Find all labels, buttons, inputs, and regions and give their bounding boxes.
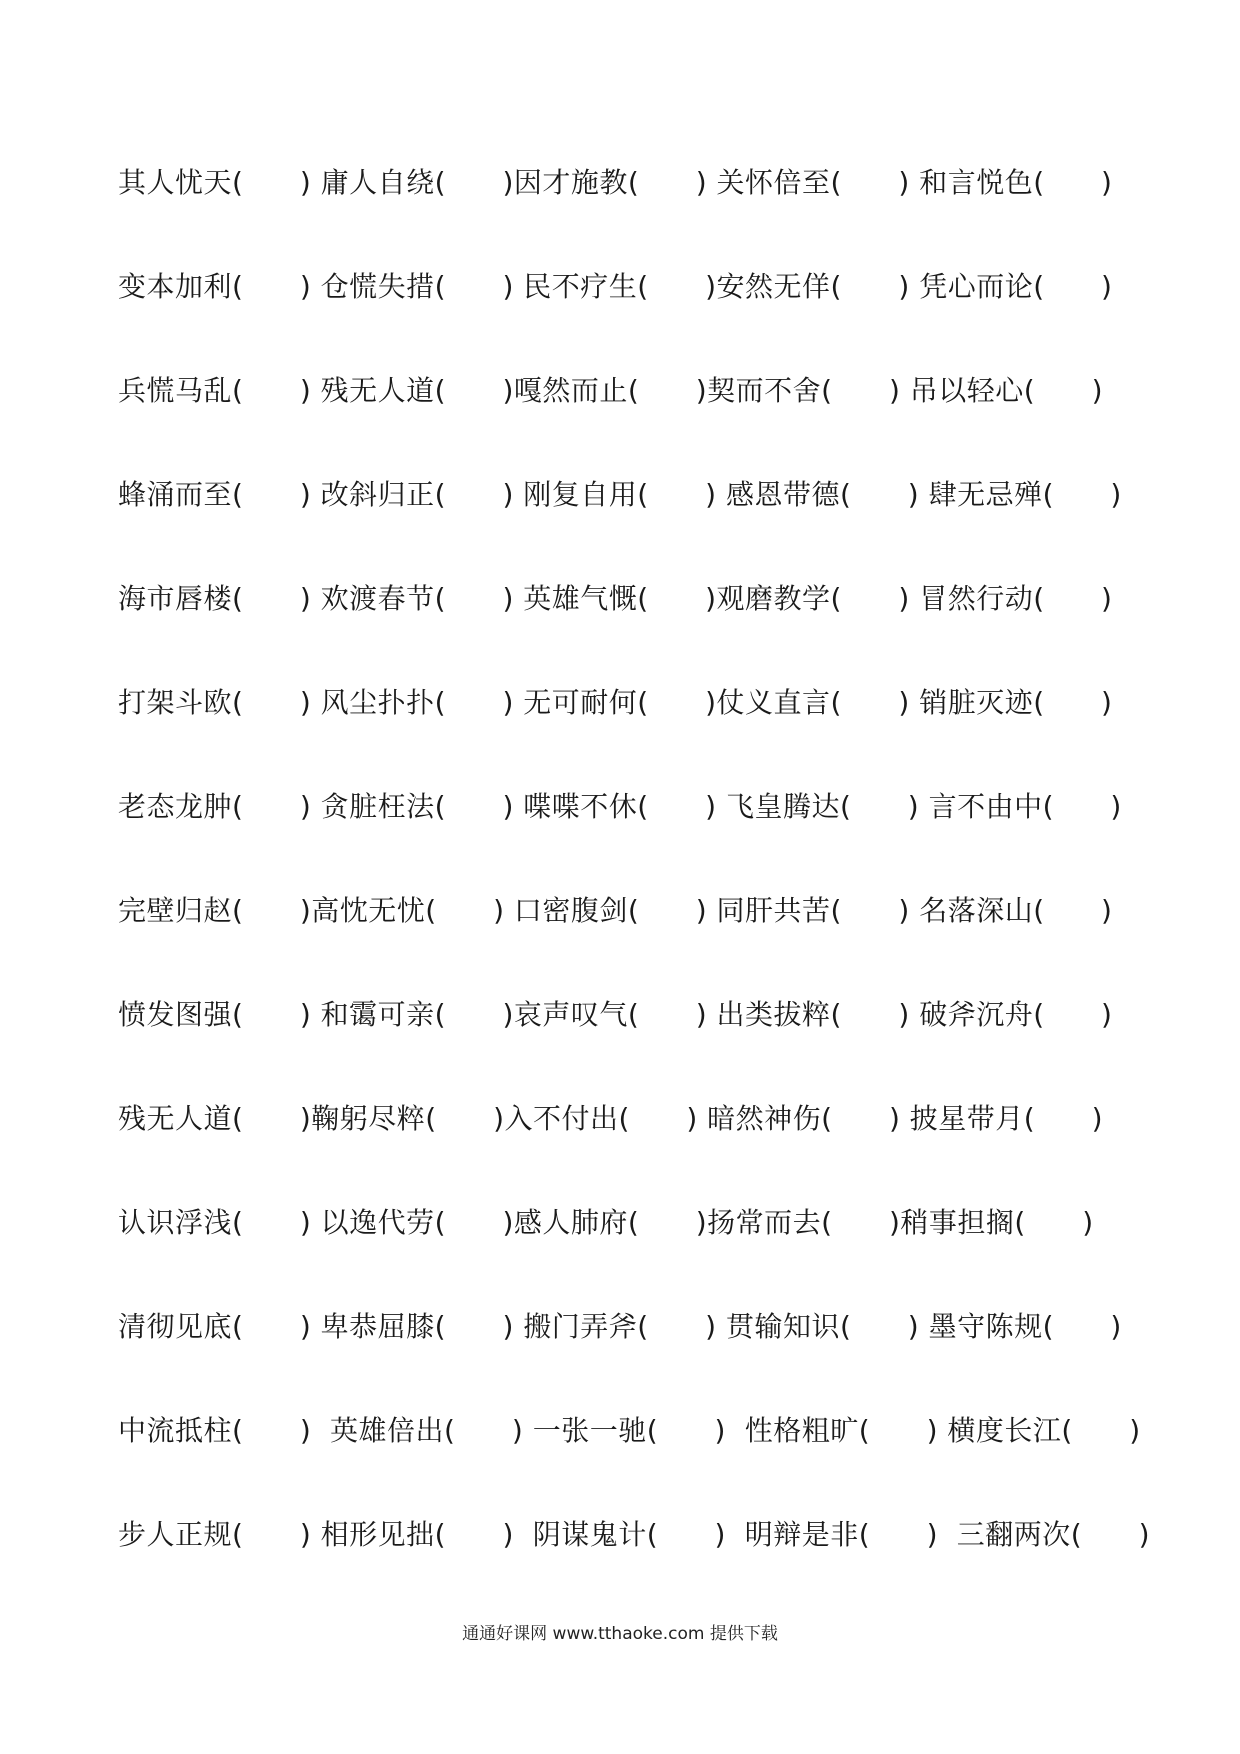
exercise-line-14: 步人正规( ) 相形见拙( ) 阴谋鬼计( ) 明辩是非( ) 三翻两次( ) (118, 1518, 1151, 1551)
exercise-line-13: 中流抵柱( ) 英雄倍出( ) 一张一驰( ) 性格粗旷( ) 横度长江( ) (118, 1414, 1141, 1447)
exercise-line-12: 清彻见底( ) 卑恭屈膝( ) 搬门弄斧( ) 贯输知识( ) 墨守陈规( ) (118, 1310, 1122, 1343)
exercise-line-11: 认识浮浅( ) 以逸代劳( )感人肺府( )扬常而去( )稍事担搁( ) (118, 1206, 1094, 1239)
exercise-line-1: 其人忧天( ) 庸人自绕( )因才施教( ) 关怀倍至( ) 和言悦色( ) (118, 166, 1113, 199)
exercise-line-2: 变本加利( ) 仓慌失措( ) 民不疗生( )安然无佯( ) 凭心而论( ) (118, 270, 1113, 303)
page-footer: 通通好课网 www.tthaoke.com 提供下载 (462, 1624, 778, 1644)
exercise-line-3: 兵慌马乱( ) 残无人道( )嘎然而止( )契而不舍( ) 吊以轻心( ) (118, 374, 1104, 407)
exercise-line-4: 蜂涌而至( ) 改斜归正( ) 刚复自用( ) 感恩带德( ) 肆无忌殚( ) (118, 478, 1122, 511)
exercise-line-10: 残无人道( )鞠躬尽粹( )入不付出( ) 暗然神伤( ) 披星带月( ) (118, 1102, 1104, 1135)
exercise-line-5: 海市唇楼( ) 欢渡春节( ) 英雄气慨( )观磨教学( ) 冒然行动( ) (118, 582, 1113, 615)
exercise-line-7: 老态龙肿( ) 贪脏枉法( ) 喋喋不休( ) 飞皇腾达( ) 言不由中( ) (118, 790, 1122, 823)
idiom-exercise-list (118, 158, 1158, 1614)
exercise-line-8: 完壁归赵( )高忱无忧( ) 口密腹剑( ) 同肝共苦( ) 名落深山( ) (118, 894, 1113, 927)
exercise-line-6: 打架斗欧( ) 风尘扑扑( ) 无可耐何( )仗义直言( ) 销脏灭迹( ) (118, 686, 1113, 719)
exercise-line-9: 愤发图强( ) 和霭可亲( )哀声叹气( ) 出类拔粹( ) 破斧沉舟( ) (118, 998, 1113, 1031)
